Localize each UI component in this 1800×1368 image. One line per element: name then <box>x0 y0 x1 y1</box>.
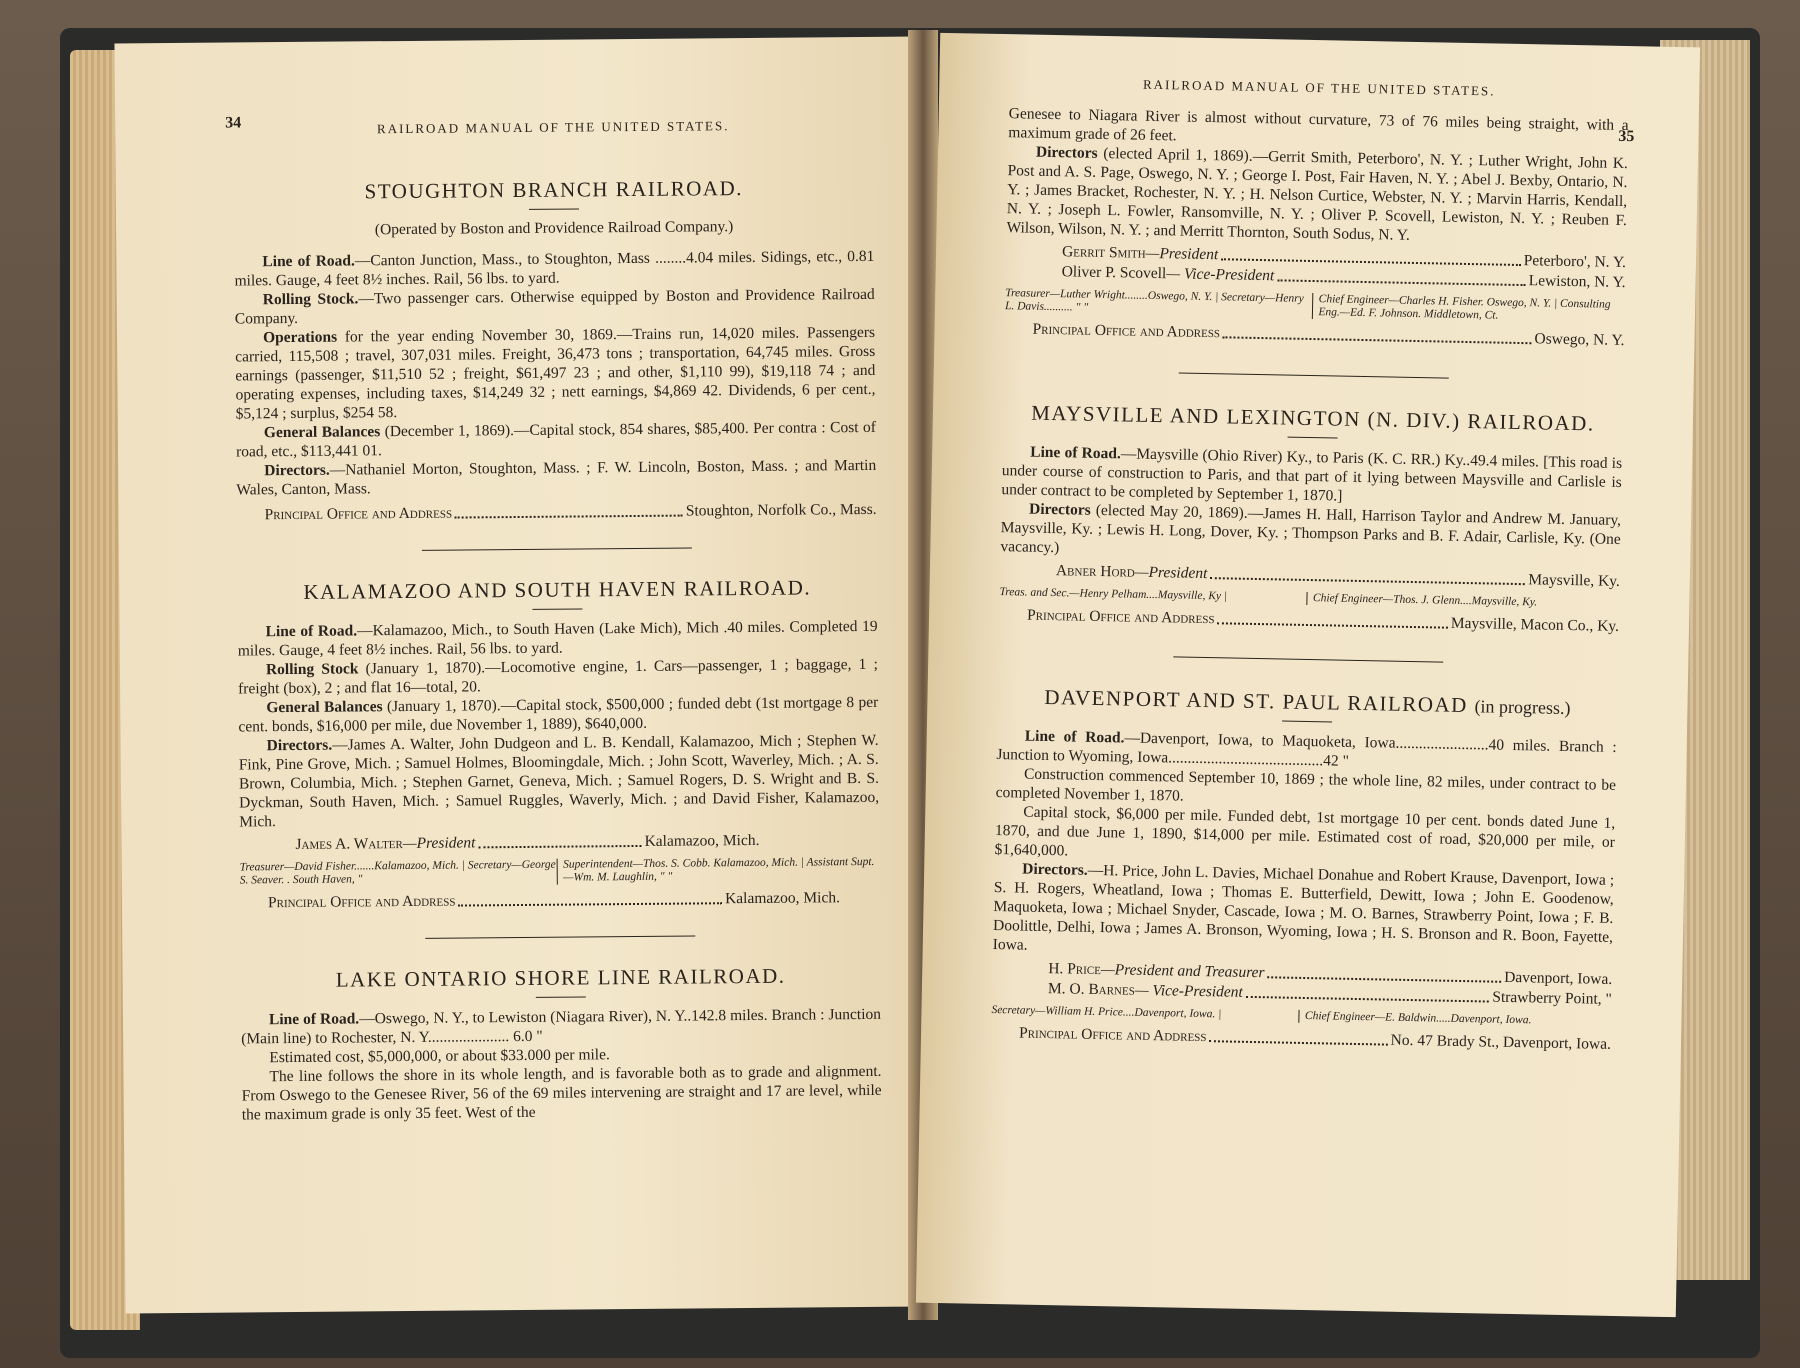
operated-note: (Operated by Boston and Providence Railroad Company.) <box>374 218 734 239</box>
body-text: The line follows the shore in its whole length, and is favorable both as to grade and alignment. From Oswego to the Genesee River, 56 of the 69 miles intervening are straight and 17 are level, while the maximum grade is only 35 feet. West of the <box>241 1062 882 1124</box>
page-number: 35 <box>1618 127 1635 146</box>
section-divider <box>422 547 692 550</box>
running-head: RAILROAD MANUAL OF THE UNITED STATES. <box>1142 76 1496 99</box>
principal-office: Principal Office and Address Kalamazoo, Mich. <box>267 889 841 912</box>
vice-president-row: Oliver P. Scovell — Vice-President Lewiston, N. Y. <box>1061 263 1626 292</box>
section-title: LAKE ONTARIO SHORE LINE RAILROAD. <box>335 963 786 992</box>
rolling-stock: Rolling Stock.—Two passenger cars. Otherwise equipped by Boston and Providence Railroad Company. <box>234 285 875 328</box>
line-of-road: Line of Road.—Canton Junction, Mass., to Stoughton, Mass ........4.04 miles. Sidings, etc., 0.81 miles. Gauge, 4 feet 8½ inches. Rail, 56 lbs. to yard. <box>234 247 875 290</box>
divider <box>532 608 582 609</box>
estimated-cost: Estimated cost, $5,000,000, or about $33.000 per mile. <box>269 1046 610 1067</box>
directors: Directors (elected May 20, 1869).—James H. Hall, Harrison Taylor and Andrew M. January, Maysville, Ky. ; Lewis H. Long, Dover, Ky. ; Thompson Parks and B. F. Adair, Carlisle, Ky. (One vacancy.) <box>1000 500 1622 557</box>
section-title: KALAMAZOO AND SOUTH HAVEN RAILROAD. <box>303 575 812 604</box>
section-title: DAVENPORT AND ST. PAUL RAILROAD (in progress.) <box>1044 684 1571 719</box>
section-title: MAYSVILLE AND LEXINGTON (N. DIV.) RAILROAD. <box>1031 400 1595 436</box>
line-of-road: Line of Road.—Kalamazoo, Mich., to South Haven (Lake Mich), Mich .40 miles. Completed 19 miles. Gauge, 4 feet 8½ inches. Rail, 56 lbs. to yard. <box>237 617 878 660</box>
construction: Construction commenced September 10, 1869 ; the whole line, 82 miles, under contract to be completed November 1, 1870. <box>995 765 1617 805</box>
principal-office: Principal Office and Address No. 47 Brady St., Davenport, Iowa. <box>1018 1024 1612 1053</box>
divider <box>1282 721 1332 723</box>
president-row: Gerrit Smith —President Peterboro', N. Y. <box>1061 243 1627 272</box>
directors: Directors.—James A. Walter, John Dudgeon and L. B. Kendall, Kalamazoo, Mich ; Stephen W. Fink, Pine Grove, Mich. ; Samuel Holmes, Bloomingdale, Mich. ; John Scott, Waverley, Mich. ; A. S. Brown, Columbia, Mich. ; Stephen Garnet, Geneva, Mich. ; Samuel Rogers, D. S. Wright and B. S. Dyckman, South Haven, Mich. ; Samuel Ruggles, Waverly, Mich. ; and David Fisher, Kalamazoo, Mich. <box>238 731 880 831</box>
vice-president-row: M. O. Barnes — Vice-President Strawberry Point, " <box>1047 980 1612 1008</box>
officers-list: Treas. and Sec.—Henry Pelham....Maysville, Ky | Chief Engineer—Thos. J. Glenn....Maysville, Ky. <box>999 586 1619 611</box>
left-page <box>114 37 925 1314</box>
running-head: RAILROAD MANUAL OF THE UNITED STATES. <box>376 118 730 137</box>
divider <box>536 996 586 997</box>
divider <box>529 208 579 209</box>
body-text: Genesee to Niagara River is almost without curvature, 73 of 76 miles being straight, with a maximum grade of 26 feet. <box>1008 105 1629 145</box>
section-divider <box>425 935 695 938</box>
directors: Directors.—Nathaniel Morton, Stoughton, Mass. ; F. W. Lincoln, Boston, Mass. ; and Martin Wales, Canton, Mass. <box>236 456 877 499</box>
general-balances: General Balances (December 1, 1869).—Capital stock, 854 shares, $85,400. Per contra : Cost of road, etc., $113,441 01. <box>235 418 876 461</box>
rolling-stock: Rolling Stock (January 1, 1870).—Locomotive engine, 1. Cars—passenger, 1 ; baggage, 1 ; freight (box), 2 ; and flat 16—total, 20. <box>238 655 878 698</box>
principal-office: Principal Office and Address Maysville, Macon Co., Ky. <box>1026 606 1620 635</box>
officers-list: Treasurer—Luther Wright........Oswego, N. Y. | Secretary—Henry L. Davis.......... " " Chief Engineer—Charles H. Fisher. Oswego, N. Y. | Consulting Eng.—Ed. F. Johnson. Middletown, Ct. <box>1005 287 1625 325</box>
capital-stock: Capital stock, $6,000 per mile. Funded debt, 1st mortgage 10 per cent. bonds dated June 1, 1870, and due June 1, 1890, $14,000 per mile. Estimated cost of road, $20,000 per mile, or $1,640,000. <box>994 803 1616 860</box>
president-row: Abner Hord —President Maysville, Ky. <box>1055 562 1621 590</box>
directors: Directors.—H. Price, John L. Davies, Michael Donahue and Robert Krause, Davenport, Iowa ; S. H. Rogers, Wheatland, Iowa ; Thomas E. Butterfield, Dewitt, Iowa ; John E. Goodenow, Maquoketa, Iowa ; Michael Snyder, Cascade, Iowa ; M. O. Barnes, Strawberry Point, Iowa ; F. B. Doolittle, Delhi, Iowa ; James A. Bronson, Wyoming, Iowa ; H. S. Bronson and R. Boon, Fayette, Iowa. <box>992 860 1615 954</box>
line-of-road: Line of Road.—Oswego, N. Y., to Lewiston (Niagara River), N. Y..142.8 miles. Branch : Junction (Main line) to Rochester, N. Y..................... 6.0 " <box>241 1005 882 1048</box>
principal-office: Principal Office and Address Stoughton, Norfolk Co., Mass. <box>264 500 877 524</box>
officers-list: Secretary—William H. Price....Davenport, Iowa. | Chief Engineer—E. Baldwin.....Davenport, Iowa. <box>991 1004 1611 1029</box>
section-divider <box>1179 372 1449 378</box>
general-balances: General Balances (January 1, 1870).—Capital stock, $500,000 ; funded debt (1st mortgage 8 per cent. bonds, $16,000 per mile, due November 1, 1889), $640,000. <box>238 693 879 736</box>
line-of-road: Line of Road.—Davenport, Iowa, to Maquoketa, Iowa........................40 miles. Branch : Junction to Wyoming, Iowa........................................42 " <box>996 727 1617 770</box>
officers-list: Treasurer—David Fisher.......Kalamazoo, Mich. | Secretary—George S. Seaver. . South Haven, " Superintendent—Thos. S. Cobb. Kalamazoo, Mich. | Assistant Supt.—Wm. M. Laughlin, " " <box>240 856 880 888</box>
directors: Directors (elected April 1, 1869).—Gerrit Smith, Peterboro', N. Y. ; Luther Wright, John K. Post and A. S. Page, Oswego, N. Y. ; George I. Post, Fair Haven, N. Y. ; Abel J. Bexby, Ontario, N. Y. ; James Bracket, Rochester, N. Y. ; H. Nelson Curtice, Webster, N. Y. ; Marvin Harris, Kendall, N. Y. ; Joseph L. Fowler, Ransomville, N. Y. ; Oliver P. Scovell, Lewiston, N. Y. ; Reuben F. Wilson, Wilson, N. Y. ; and Merritt Thornton, South Sodus, N. Y. <box>1006 143 1629 244</box>
operations: Operations for the year ending November 30, 1869.—Trains run, 14,020 miles. Passengers carried, 115,508 ; travel, 307,031 miles. Freight, 36,473 tons ; transportation, 64,745 miles. Gross earnings (passenger, $11,510 52 ; freight, $61,497 23 ; and other, $1,110 99), $19,118 74 ; and operating expenses, including taxes, $14,249 32 ; nett earnings, $4,869 42. Dividends, 6 per cent., $5,124 ; surplus, $254 58. <box>235 323 876 423</box>
principal-office: Principal Office and Address Oswego, N. Y. <box>1032 320 1625 350</box>
right-page <box>916 33 1700 1317</box>
divider <box>1288 437 1338 439</box>
president-row: H. Price —President and Treasurer Davenport, Iowa. <box>1048 960 1613 988</box>
section-title: STOUGHTON BRANCH RAILROAD. <box>364 176 744 204</box>
president-row: James A. Walter —President Kalamazoo, Mich. <box>295 831 760 853</box>
section-divider <box>1173 656 1443 662</box>
page-number: 34 <box>225 114 242 132</box>
line-of-road: Line of Road.—Maysville (Ohio River) Ky., to Paris (K. C. RR.) Ky..49.4 miles. [This road is under course of construction to Paris, and that part of it lying between Maysville and Carlisle is under contract to be completed by September 1, 1870.] <box>1001 443 1623 505</box>
